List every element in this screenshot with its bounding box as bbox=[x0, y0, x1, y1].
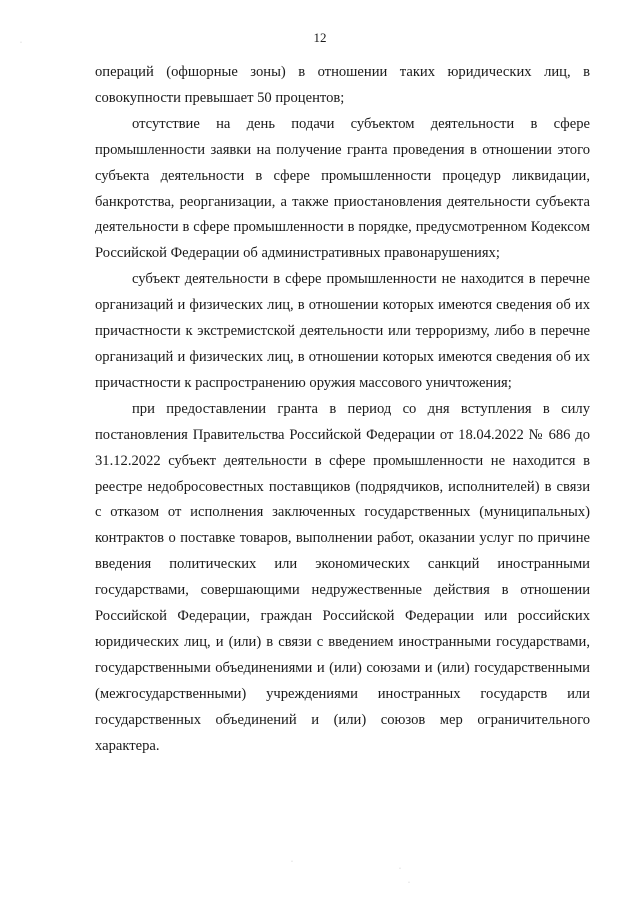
paragraph-2: отсутствие на день подачи субъектом деятельности в сфере промышленности заявки на получение гранта проведения в отношении этого субъекта деятельности в сфере промышленности процедур ликвидации, банкротства, реорганизации, а также приостановления деятельности субъекта деятельности в сфере промышленности в порядке, предусмотренном Кодексом Российской Федерации об административных правонарушениях; bbox=[95, 115, 590, 262]
paragraph-3: субъект деятельности в сфере промышленности не находится в перечне организаций и физических лиц, в отношении которых имеются сведения об их причастности к экстремистской деятельности или терроризму, либо в перечне организаций и физических лиц, в отношении которых имеются сведения об их причастности к распространению оружия массового уничтожения; bbox=[95, 271, 590, 391]
document-body bbox=[95, 60, 590, 759]
scan-speck: · bbox=[408, 880, 410, 886]
scan-speck: · bbox=[291, 859, 293, 865]
scan-speck: · bbox=[399, 866, 401, 872]
page-number: 12 bbox=[313, 30, 327, 45]
paragraph-4: при предоставлении гранта в период со дня вступления в силу постановления Правительства Российской Федерации от 18.04.2022 № 686 до 31.12.2022 субъект деятельности в сфере промышленности не находится в реестре недобросовестных поставщиков (подрядчиков, исполнителей) в связи с отказом от исполнения заключенных государственных (муниципальных) контрактов о поставке товаров, выполнении работ, оказании услуг по причине введения политических или экономических санкций иностранными государствами, совершающими недружественные действия в отношении Российской Федерации, граждан Российской Федерации или российских юридических лиц, и (или) в связи с введением иностранными государствами, государственными объединениями и (или) союзами и (или) государственными (межгосударственными) учреждениями иностранных государств или государственных объединений и (или) союзов мер ограничительного характера. bbox=[95, 400, 590, 754]
paragraph-1: операций (офшорные зоны) в отношении таких юридических лиц, в совокупности превышает 50 процентов; bbox=[95, 64, 590, 106]
scan-speck: · bbox=[20, 40, 22, 46]
